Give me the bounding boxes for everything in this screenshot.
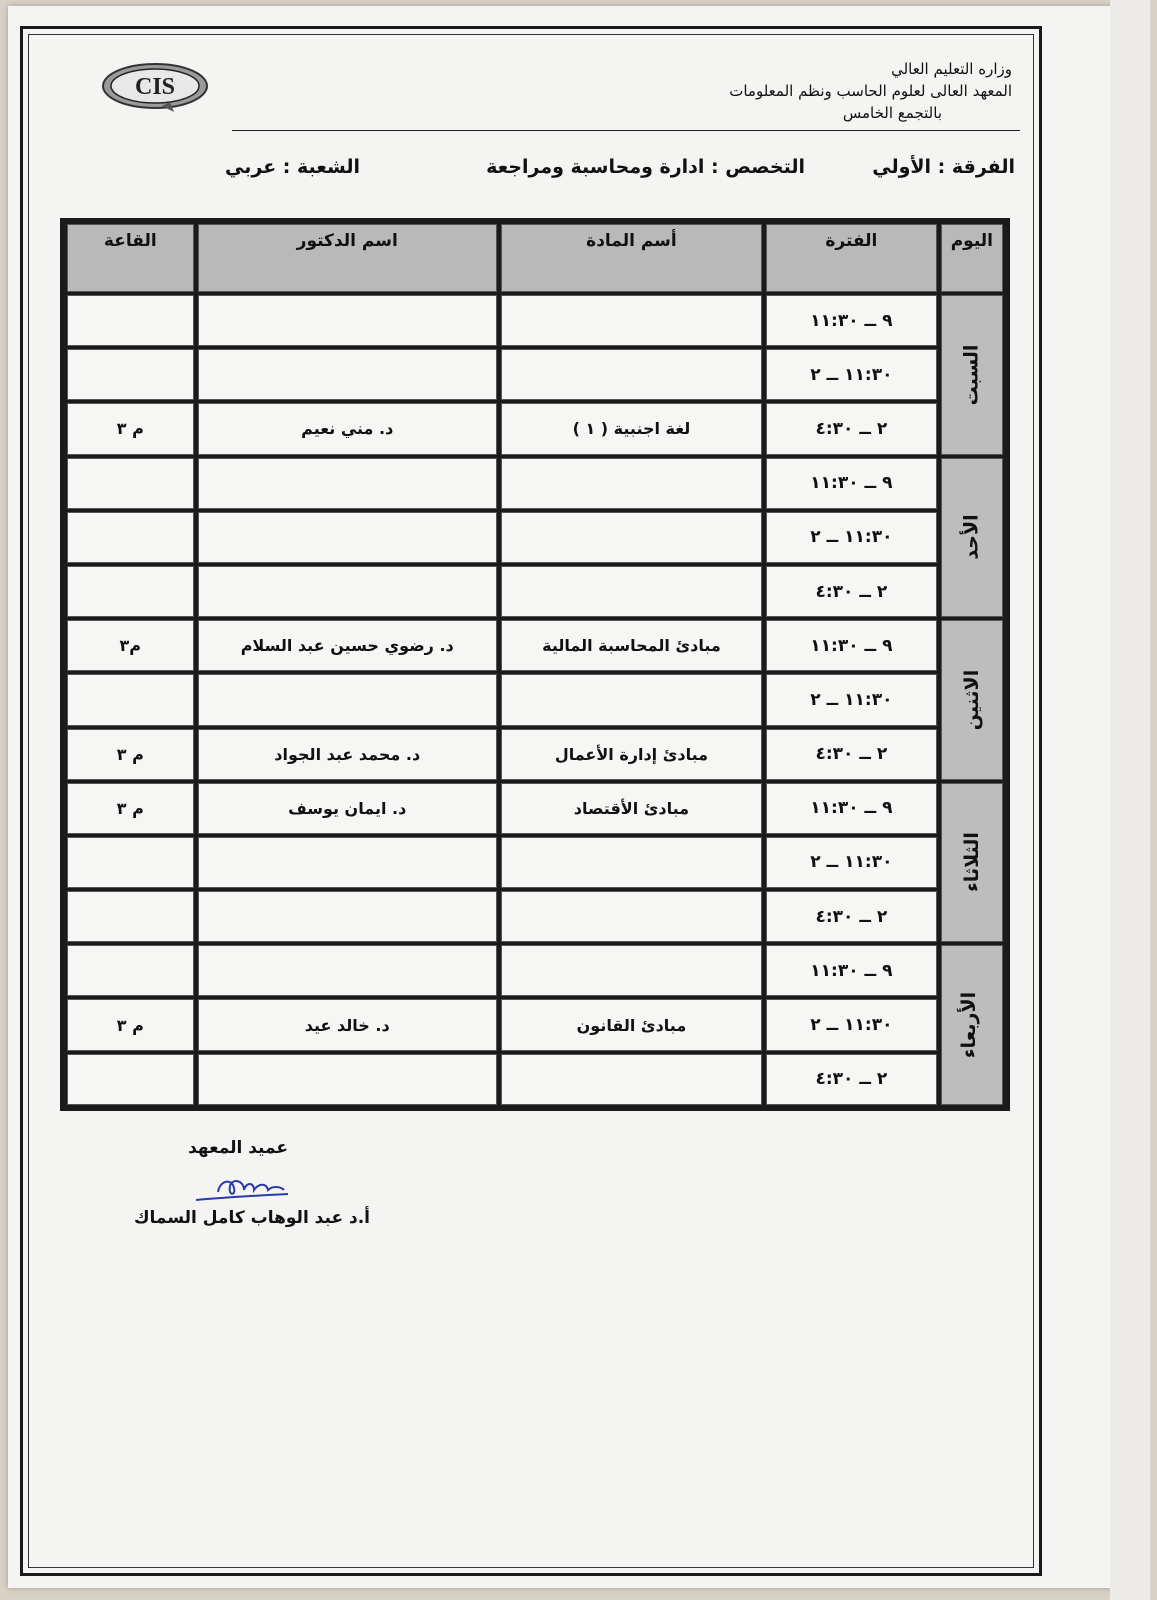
doctor-cell [198, 512, 497, 563]
day-cell [941, 295, 1003, 455]
room-cell: م ٣ [67, 729, 194, 780]
cis-logo-icon [100, 62, 210, 114]
header-subject: أسم المادة [501, 224, 762, 292]
doctor-cell: د. محمد عبد الجواد [198, 729, 497, 780]
division-label: الشعبة : عربي [225, 156, 360, 178]
doctor-cell: د. ايمان يوسف [198, 783, 497, 834]
day-label: الأربعاء [957, 991, 980, 1059]
doctor-cell [198, 458, 497, 509]
doctor-cell: د. رضوي حسين عبد السلام [198, 620, 497, 671]
subject-cell: مبادئ إدارة الأعمال [501, 729, 762, 780]
subject-cell [501, 512, 762, 563]
dean-title: عميد المعهد [188, 1138, 288, 1158]
room-cell [67, 566, 194, 617]
subject-cell [501, 566, 762, 617]
period-cell: ٢ ــ ٤:٣٠ [766, 403, 937, 454]
day-label: الثلاثاء [960, 832, 983, 893]
header-day: اليوم [941, 224, 1003, 292]
doctor-cell [198, 349, 497, 400]
dean-name: أ.د عبد الوهاب كامل السماك [133, 1208, 370, 1228]
table-row [67, 620, 1003, 671]
room-cell [67, 295, 194, 346]
institute-name: المعهد العالى لعلوم الحاسب ونظم المعلومات [729, 82, 1012, 100]
room-cell [67, 891, 194, 942]
period-cell: ٩ ــ ١١:٣٠ [766, 295, 937, 346]
period-cell: ٩ ــ ١١:٣٠ [766, 458, 937, 509]
room-cell [67, 945, 194, 996]
schedule-table [60, 218, 1010, 1111]
subject-cell: مبادئ الأقتصاد [501, 783, 762, 834]
specialization-label: التخصص : ادارة ومحاسبة ومراجعة [486, 156, 805, 178]
period-cell: ٩ ــ ١١:٣٠ [766, 620, 937, 671]
schedule-meta [180, 156, 1015, 188]
table-row [67, 1054, 1003, 1105]
doctor-cell [198, 295, 497, 346]
subject-cell [501, 458, 762, 509]
table-row [67, 458, 1003, 509]
day-label: الأحد [960, 514, 983, 561]
room-cell: م٣ [67, 620, 194, 671]
underlying-sheet-edge [1110, 0, 1150, 1600]
period-cell: ١١:٣٠ ــ ٢ [766, 674, 937, 725]
room-cell [67, 674, 194, 725]
period-cell: ١١:٣٠ ــ ٢ [766, 512, 937, 563]
day-cell [941, 458, 1003, 618]
day-label: السبت [960, 344, 983, 406]
period-cell: ٢ ــ ٤:٣٠ [766, 891, 937, 942]
table-row [67, 891, 1003, 942]
table-row [67, 295, 1003, 346]
table-header-row [67, 224, 1003, 292]
table-row [67, 837, 1003, 888]
table-row [67, 945, 1003, 996]
doctor-cell [198, 674, 497, 725]
room-cell [67, 1054, 194, 1105]
table-row [67, 674, 1003, 725]
subject-cell [501, 891, 762, 942]
header-period: الفترة [766, 224, 937, 292]
subject-cell [501, 674, 762, 725]
subject-cell: لغة اجنبية ( ١ ) [501, 403, 762, 454]
header-doctor: اسم الدكتور [198, 224, 497, 292]
doctor-cell: د. مني نعيم [198, 403, 497, 454]
ministry-name: وزاره التعليم العالي [891, 60, 1012, 78]
doctor-cell: د. خالد عيد [198, 999, 497, 1050]
table-row [67, 403, 1003, 454]
subject-cell [501, 945, 762, 996]
room-cell: م ٣ [67, 999, 194, 1050]
schedule-body [67, 295, 1003, 1105]
subject-cell [501, 1054, 762, 1105]
table-row [67, 566, 1003, 617]
table-row [67, 999, 1003, 1050]
doctor-cell [198, 891, 497, 942]
table-row [67, 729, 1003, 780]
logo-text: CIS [134, 74, 176, 100]
doctor-cell [198, 837, 497, 888]
day-cell [941, 620, 1003, 780]
institute-location: بالتجمع الخامس [842, 104, 942, 122]
subject-cell: مبادئ القانون [501, 999, 762, 1050]
room-cell [67, 349, 194, 400]
subject-cell [501, 349, 762, 400]
subject-cell: مبادئ المحاسبة المالية [501, 620, 762, 671]
year-label: الفرقة : الأولي [872, 156, 1015, 178]
subject-cell [501, 295, 762, 346]
room-cell: م ٣ [67, 783, 194, 834]
period-cell: ٢ ــ ٤:٣٠ [766, 729, 937, 780]
table-row [67, 349, 1003, 400]
period-cell: ٩ ــ ١١:٣٠ [766, 945, 937, 996]
room-cell [67, 512, 194, 563]
header-room: القاعة [67, 224, 194, 292]
period-cell: ٩ ــ ١١:٣٠ [766, 783, 937, 834]
subject-cell [501, 837, 762, 888]
handwritten-signature [188, 1172, 298, 1208]
period-cell: ١١:٣٠ ــ ٢ [766, 999, 937, 1050]
day-cell [941, 783, 1003, 943]
day-label: الاثنين [960, 669, 983, 731]
day-cell [941, 945, 1003, 1105]
period-cell: ١١:٣٠ ــ ٢ [766, 349, 937, 400]
room-cell [67, 458, 194, 509]
table-row [67, 783, 1003, 834]
room-cell: م ٣ [67, 403, 194, 454]
header-divider [232, 130, 1020, 131]
room-cell [67, 837, 194, 888]
doctor-cell [198, 566, 497, 617]
institution-header [592, 58, 1012, 124]
doctor-cell [198, 1054, 497, 1105]
period-cell: ٢ ــ ٤:٣٠ [766, 1054, 937, 1105]
period-cell: ٢ ــ ٤:٣٠ [766, 566, 937, 617]
table-row [67, 512, 1003, 563]
period-cell: ١١:٣٠ ــ ٢ [766, 837, 937, 888]
doctor-cell [198, 945, 497, 996]
